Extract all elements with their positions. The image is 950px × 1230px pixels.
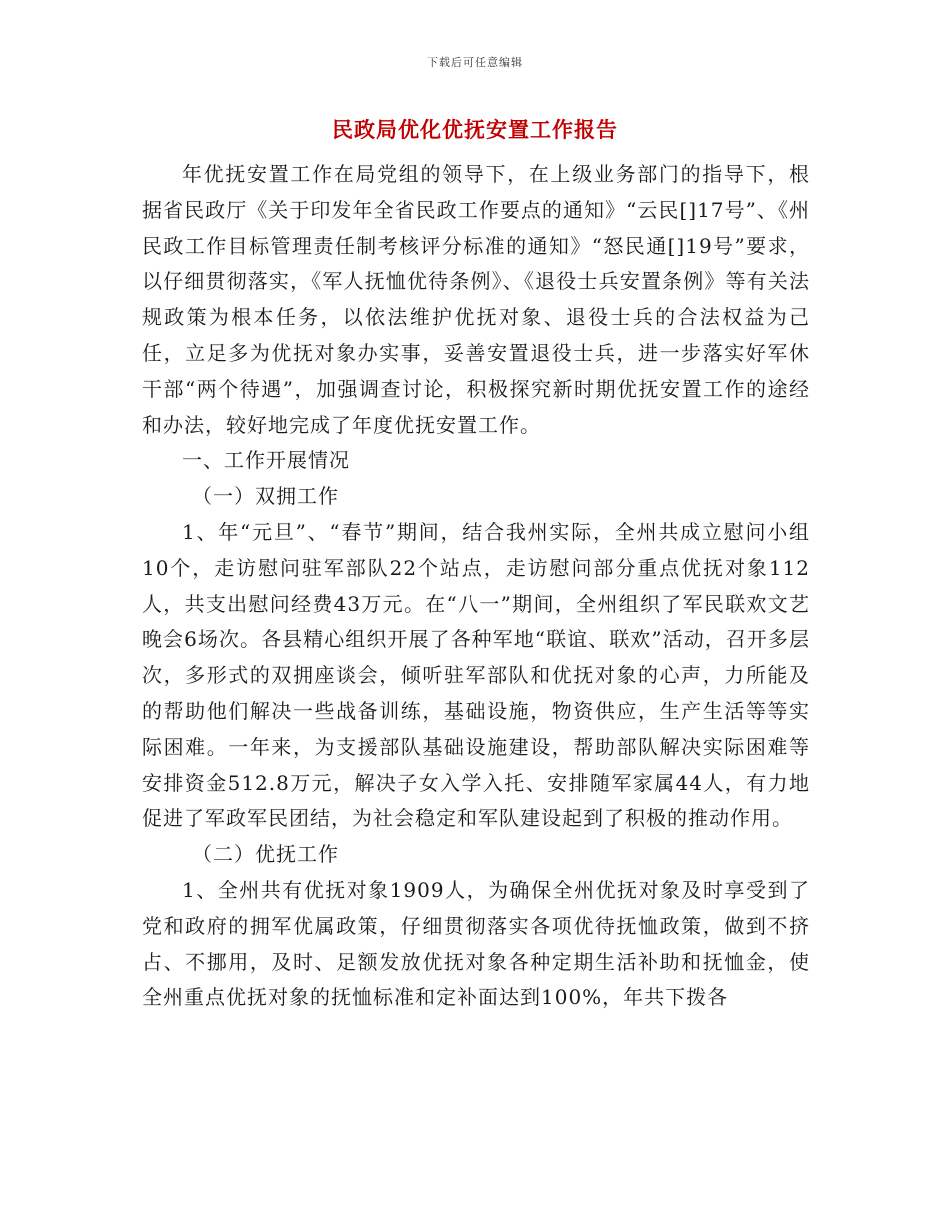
paragraph-intro: 年优抚安置工作在局党组的领导下，在上级业务部门的指导下，根据省民政厅《关于印发年全省民政工作要点的通知》“云民[]17号”、《州民政工作目标管理责任制考核评分标准的通知》“怒民通[]19号”要求，以仔细贯彻落实，《军人抚恤优待条例》、《退役士兵安置条例》等有关法规政策为根本任务，以依法维护优抚对象、退役士兵的合法权益为己任，立足多为优抚对象办实事，妥善安置退役士兵，进一步落实好军休干部“两个待遇”，加强调查讨论，积极探究新时期优抚安置工作的途经和办法，较好地完成了年度优抚安置工作。: [142, 162, 810, 437]
subsection-heading-shuangyong: （一）双拥工作: [192, 484, 339, 509]
document-title: 民政局优化优抚安置工作报告: [332, 117, 618, 142]
subsection-heading-youfu: （二）优抚工作: [192, 842, 339, 867]
paragraph-shuangyong-1: 1、年“元旦”、“春节”期间，结合我州实际，全州共成立慰问小组10个，走访慰问驻军部队22个站点，走访慰问部分重点优抚对象112人，共支出慰问经费43万元。在“八一”期间，全州组织了军民联欢文艺晚会6场次。各县精心组织开展了各种军地“联谊、联欢”活动，召开多层次，多形式的双拥座谈会，倾听驻军部队和优抚对象的心声，力所能及的帮助他们解决一些战备训练，基础设施，物资供应，生产生活等等实际困难。一年来，为支援部队基础设施建设，帮助部队解决实际困难等安排资金512.8万元，解决子女入学入托、安排随军家属44人，有力地促进了军政军民团结，为社会稳定和军队建设起到了积极的推动作用。: [142, 519, 810, 831]
paragraph-youfu-1: 1、全州共有优抚对象1909人，为确保全州优抚对象及时享受到了党和政府的拥军优属政策，仔细贯彻落实各项优待抚恤政策，做到不挤占、不挪用，及时、足额发放优抚对象各种定期生活补助和抚恤金，使全州重点优抚对象的抚恤标准和定补面达到100%，年共下拨各: [142, 877, 810, 1010]
document-body: [142, 157, 810, 1016]
page-header-note: 下载后可任意编辑: [427, 56, 523, 69]
section-heading-work-status: 一、工作开展情况: [182, 448, 350, 473]
